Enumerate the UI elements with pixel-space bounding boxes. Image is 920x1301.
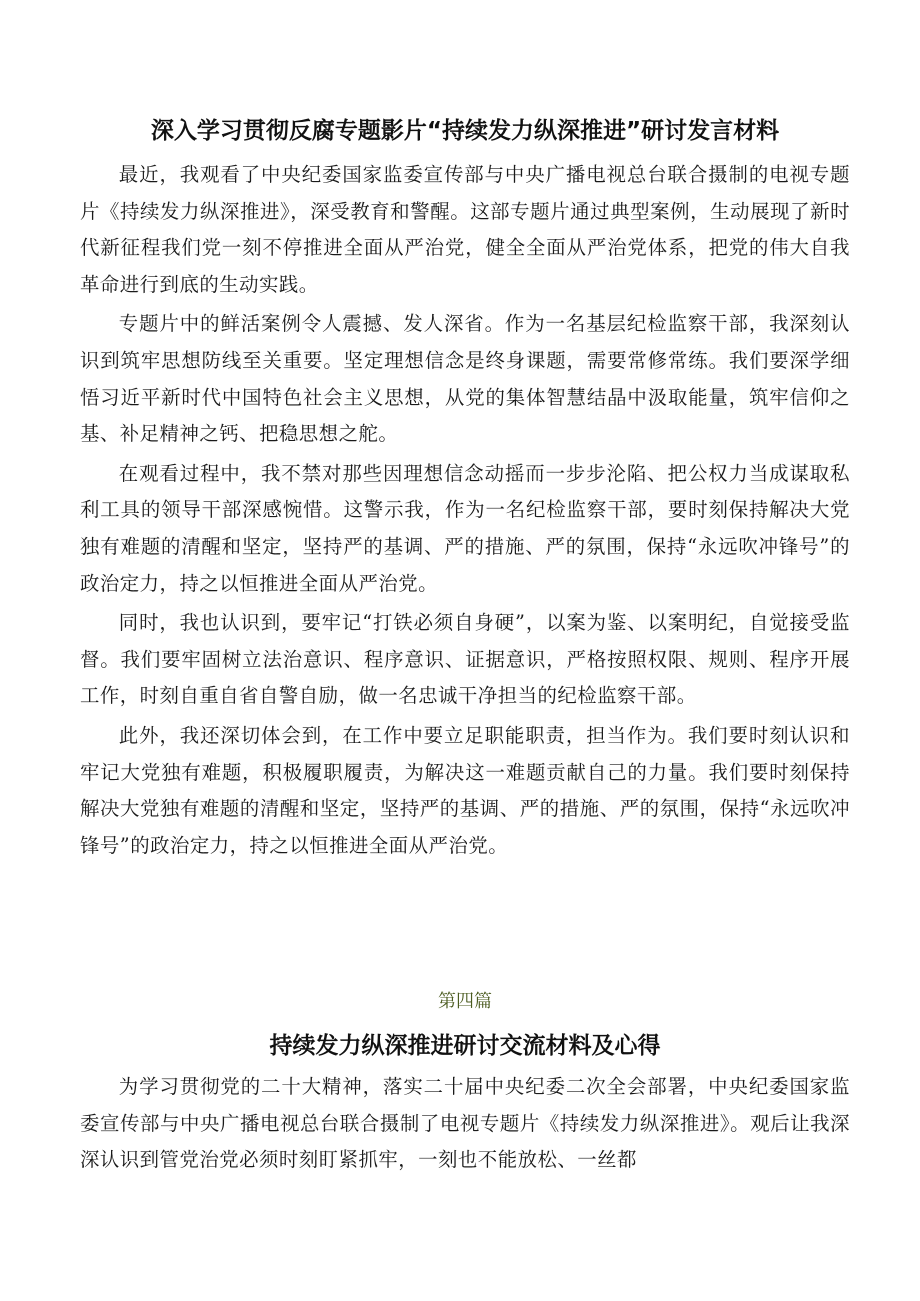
paragraph: 此外，我还深切体会到，在工作中要立足职能职责，担当作为。我们要时刻认识和牢记大党独有难题，积极履职履责，为解决这一难题贡献自己的力量。我们要时刻保持解决大党独有难题的清醒和坚定，坚持严的基调、严的措施、严的氛围，保持“永远吹冲锋号”的政治定力，持之以恒推进全面从严治党。	[80, 723, 850, 857]
article-body	[80, 157, 850, 867]
paragraph: 在观看过程中，我不禁对那些因理想信念动摇而一步步沦陷、把公权力当成谋取私利工具的领导干部深感惋惜。这警示我，作为一名纪检监察干部，要时刻保持解决大党独有难题的清醒和坚定，坚持严的基调、严的措施、严的氛围，保持“永远吹冲锋号”的政治定力，持之以恒推进全面从严治党。	[80, 461, 850, 595]
paragraph: 最近，我观看了中央纪委国家监委宣传部与中央广播电视总台联合摄制的电视专题片《持续发力纵深推进》，深受教育和警醒。这部专题片通过典型案例，生动展现了新时代新征程我们党一刻不停推进全面从严治党，健全全面从严治党体系，把党的伟大自我革命进行到底的生动实践。	[80, 163, 850, 296]
paragraph: 为学习贯彻党的二十大精神，落实二十届中央纪委二次全会部署，中央纪委国家监委宣传部与中央广播电视总台联合摄制了电视专题片《持续发力纵深推进》。观后让我深深认识到管党治党必须时刻盯紧抓牢，一刻也不能放松、一丝都	[80, 1075, 850, 1172]
section-body	[80, 1069, 850, 1182]
paragraph: 同时，我也认识到，要牢记“打铁必须自身硬”，以案为鉴、以案明纪，自觉接受监督。我们要牢固树立法治意识、程序意识、证据意识，严格按照权限、规则、程序开展工作，时刻自重自省自警自励，做一名忠诚干净担当的纪检监察干部。	[80, 611, 850, 708]
document-title: 深入学习贯彻反腐专题影片“持续发力纵深推进”研讨发言材料	[150, 118, 780, 144]
section-subtitle: 持续发力纵深推进研讨交流材料及心得	[269, 1033, 661, 1059]
section-label: 第四篇	[438, 991, 492, 1012]
paragraph: 专题片中的鲜活案例令人震撼、发人深省。作为一名基层纪检监察干部，我深刻认识到筑牢思想防线至关重要。坚定理想信念是终身课题，需要常修常练。我们要深学细悟习近平新时代中国特色社会主义思想，从党的集体智慧结晶中汲取能量，筑牢信仰之基、补足精神之钙、把稳思想之舵。	[80, 312, 850, 446]
